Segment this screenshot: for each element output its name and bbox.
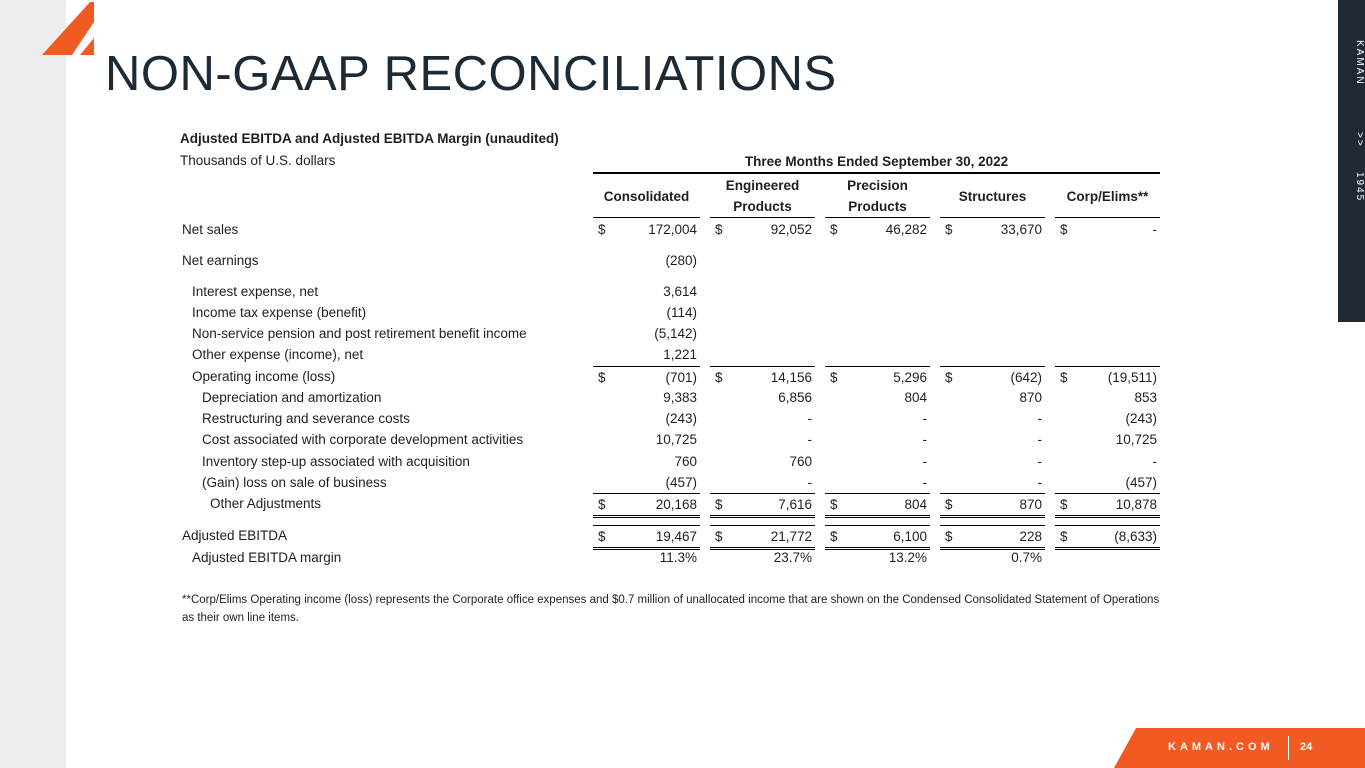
cell-value: (19,511) <box>1107 370 1157 385</box>
table-cell <box>710 429 815 450</box>
table-cell <box>825 451 930 472</box>
table-cell <box>593 366 700 388</box>
cell-value: 33,670 <box>1000 222 1042 237</box>
currency-symbol: $ <box>830 222 838 237</box>
row-label: Net earnings <box>182 253 259 268</box>
row-label: Adjusted EBITDA <box>182 528 288 543</box>
table-cell <box>940 451 1045 472</box>
table-row <box>180 250 1165 271</box>
cell-value: 760 <box>789 454 812 469</box>
table-cell <box>825 219 930 240</box>
cell-value: - <box>922 454 927 469</box>
cell-value: 13.2% <box>888 550 927 565</box>
currency-symbol: $ <box>830 529 838 544</box>
table-cell <box>940 344 1045 365</box>
table-row <box>180 219 1165 240</box>
cell-value: 3,614 <box>663 284 697 299</box>
cell-value: 14,156 <box>770 370 812 385</box>
cell-value: 10,878 <box>1115 497 1157 512</box>
row-label: Inventory step-up associated with acquisition <box>202 454 470 469</box>
table-row <box>180 547 1165 568</box>
table-cell <box>710 366 815 388</box>
cell-value: - <box>1037 411 1042 426</box>
cell-value: - <box>1152 222 1157 237</box>
table-cell <box>825 366 930 388</box>
cell-value: 6,856 <box>778 390 812 405</box>
table-cell <box>940 408 1045 429</box>
table-cell <box>1055 323 1160 344</box>
table-cell <box>825 472 930 493</box>
cell-value: - <box>1152 454 1157 469</box>
table-row <box>180 387 1165 408</box>
kaman-logo-icon <box>42 0 96 58</box>
row-label: Net sales <box>182 222 239 237</box>
currency-symbol: $ <box>945 222 953 237</box>
cell-value: 804 <box>904 390 927 405</box>
currency-symbol: $ <box>715 529 723 544</box>
cell-value: - <box>1037 432 1042 447</box>
table-cell <box>710 250 815 271</box>
table-cell <box>593 302 700 323</box>
table-cell <box>940 493 1045 518</box>
brand-vertical-text: KAMAN <box>1354 40 1365 86</box>
cell-value: 870 <box>1019 497 1042 512</box>
table-row <box>180 323 1165 344</box>
cell-value: - <box>807 475 812 490</box>
cell-value: (457) <box>1125 475 1157 490</box>
cell-value: - <box>1037 454 1042 469</box>
table-row <box>180 451 1165 472</box>
table-cell <box>593 472 700 493</box>
table-cell <box>710 472 815 493</box>
table-cell <box>710 493 815 518</box>
table-cell <box>825 429 930 450</box>
cell-value: 21,772 <box>770 529 812 544</box>
table-heading: Adjusted EBITDA and Adjusted EBITDA Margin (unaudited) <box>180 131 559 146</box>
column-header-structures: Structures <box>940 175 1045 218</box>
currency-symbol: $ <box>715 497 723 512</box>
currency-symbol: $ <box>945 529 953 544</box>
table-cell <box>940 472 1045 493</box>
column-header-precision-products: Precision Products <box>825 175 930 218</box>
table-cell <box>825 387 930 408</box>
currency-symbol: $ <box>1060 529 1068 544</box>
cell-value: 760 <box>674 454 697 469</box>
table-cell <box>710 302 815 323</box>
currency-symbol: $ <box>598 370 606 385</box>
row-label: Operating income (loss) <box>192 369 336 384</box>
row-label: Cost associated with corporate development activities <box>202 432 524 447</box>
cell-value: 92,052 <box>770 222 812 237</box>
row-label: (Gain) loss on sale of business <box>202 475 387 490</box>
table-cell <box>940 547 1045 568</box>
cell-value: 23.7% <box>773 550 812 565</box>
row-label: Income tax expense (benefit) <box>192 305 367 320</box>
cell-value: 5,296 <box>893 370 927 385</box>
cell-value: (5,142) <box>654 326 697 341</box>
row-label: Adjusted EBITDA margin <box>192 550 342 565</box>
table-cell <box>1055 429 1160 450</box>
table-cell <box>1055 344 1160 365</box>
row-label: Non-service pension and post retirement benefit income <box>192 326 527 341</box>
currency-symbol: $ <box>830 370 838 385</box>
cell-value: 46,282 <box>885 222 927 237</box>
row-label: Other expense (income), net <box>192 347 364 362</box>
currency-symbol: $ <box>1060 370 1068 385</box>
currency-symbol: $ <box>945 370 953 385</box>
table-cell <box>1055 387 1160 408</box>
table-cell <box>940 323 1045 344</box>
table-cell <box>593 547 700 568</box>
left-margin-bar <box>0 0 66 768</box>
table-cell <box>940 387 1045 408</box>
cell-value: (280) <box>665 253 697 268</box>
period-header: Three Months Ended September 30, 2022 <box>593 154 1160 174</box>
cell-value: (114) <box>666 305 697 320</box>
table-row <box>180 493 1165 514</box>
footer-site: KAMAN.COM <box>1168 741 1274 753</box>
table-cell <box>593 344 700 365</box>
cell-value: 19,467 <box>655 529 697 544</box>
cell-value: 804 <box>904 497 927 512</box>
cell-value: - <box>807 411 812 426</box>
table-cell <box>825 408 930 429</box>
row-label: Depreciation and amortization <box>202 390 382 405</box>
table-cell <box>710 281 815 302</box>
footer-divider <box>1288 736 1289 760</box>
table-cell <box>710 219 815 240</box>
table-cell <box>593 219 700 240</box>
table-cell <box>940 302 1045 323</box>
column-header-engineered-products: Engineered Products <box>710 175 815 218</box>
table-units: Thousands of U.S. dollars <box>180 153 336 168</box>
table-cell <box>1055 547 1160 568</box>
table-row <box>180 408 1165 429</box>
cell-value: 10,725 <box>655 432 697 447</box>
cell-value: 853 <box>1134 390 1157 405</box>
cell-value: (642) <box>1010 370 1042 385</box>
table-cell <box>940 366 1045 388</box>
footnote: **Corp/Elims Operating income (loss) represents the Corporate office expenses and $0.7 million of unallocated income that are shown on the Condensed Consolidated Statement of Operations as their own line items. <box>182 594 1160 624</box>
table-cell <box>1055 250 1160 271</box>
cell-value: (243) <box>665 411 697 426</box>
table-cell <box>710 344 815 365</box>
cell-value: 870 <box>1019 390 1042 405</box>
table-row <box>180 344 1165 365</box>
currency-symbol: $ <box>598 222 606 237</box>
cell-value: 11.3% <box>659 550 697 565</box>
brand-separator: >> <box>1354 132 1365 148</box>
table-cell <box>1055 219 1160 240</box>
table-cell <box>825 547 930 568</box>
table-cell <box>1055 366 1160 388</box>
cell-value: (701) <box>665 370 697 385</box>
table-row <box>180 366 1165 387</box>
cell-value: 172,004 <box>648 222 697 237</box>
currency-symbol: $ <box>1060 497 1068 512</box>
table-row <box>180 525 1165 546</box>
cell-value: 6,100 <box>893 529 927 544</box>
table-cell <box>593 451 700 472</box>
cell-value: - <box>922 411 927 426</box>
currency-symbol: $ <box>830 497 838 512</box>
table-cell <box>1055 451 1160 472</box>
table-cell <box>593 281 700 302</box>
table-cell <box>825 250 930 271</box>
table-cell <box>1055 281 1160 302</box>
cell-value: 10,725 <box>1115 432 1157 447</box>
table-cell <box>1055 302 1160 323</box>
table-cell <box>593 323 700 344</box>
cell-value: (243) <box>1125 411 1157 426</box>
table-row <box>180 429 1165 450</box>
table-cell <box>940 281 1045 302</box>
currency-symbol: $ <box>945 497 953 512</box>
table-cell <box>710 323 815 344</box>
table-cell <box>710 408 815 429</box>
table-cell <box>940 219 1045 240</box>
currency-symbol: $ <box>598 497 606 512</box>
currency-symbol: $ <box>598 529 606 544</box>
cell-value: 1,221 <box>663 347 697 362</box>
row-label: Interest expense, net <box>192 284 319 299</box>
table-row <box>180 281 1165 302</box>
row-label: Other Adjustments <box>210 496 322 511</box>
currency-symbol: $ <box>1060 222 1068 237</box>
table-cell <box>593 387 700 408</box>
cell-value: - <box>922 432 927 447</box>
table-cell <box>1055 493 1160 518</box>
row-label: Restructuring and severance costs <box>202 411 410 426</box>
table-cell <box>1055 472 1160 493</box>
cell-value: 9,383 <box>663 390 697 405</box>
cell-value: 20,168 <box>655 497 697 512</box>
table-cell <box>710 451 815 472</box>
cell-value: (8,633) <box>1114 529 1157 544</box>
cell-value: 228 <box>1019 529 1042 544</box>
cell-value: - <box>1037 475 1042 490</box>
cell-value: 7,616 <box>778 497 812 512</box>
table-row <box>180 472 1165 493</box>
column-header-corp-elims: Corp/Elims** <box>1055 175 1160 218</box>
table-cell <box>825 302 930 323</box>
table-cell <box>940 429 1045 450</box>
cell-value: (457) <box>665 475 697 490</box>
table-cell <box>710 547 815 568</box>
table-cell <box>593 493 700 518</box>
table-cell <box>593 429 700 450</box>
column-header-consolidated: Consolidated <box>593 175 700 218</box>
table-cell <box>825 323 930 344</box>
brand-year: 1945 <box>1354 172 1365 203</box>
cell-value: - <box>922 475 927 490</box>
table-cell <box>710 387 815 408</box>
table-cell <box>825 493 930 518</box>
table-row <box>180 302 1165 323</box>
currency-symbol: $ <box>715 222 723 237</box>
cell-value: - <box>807 432 812 447</box>
table-cell <box>940 250 1045 271</box>
table-cell <box>1055 408 1160 429</box>
brand-side-tab <box>1338 0 1365 322</box>
table-cell <box>825 281 930 302</box>
table-cell <box>825 344 930 365</box>
cell-value: 0.7% <box>1011 550 1042 565</box>
page-title: NON-GAAP RECONCILIATIONS <box>105 47 837 101</box>
table-cell <box>593 408 700 429</box>
page-number: 24 <box>1300 741 1313 753</box>
currency-symbol: $ <box>715 370 723 385</box>
table-cell <box>593 250 700 271</box>
